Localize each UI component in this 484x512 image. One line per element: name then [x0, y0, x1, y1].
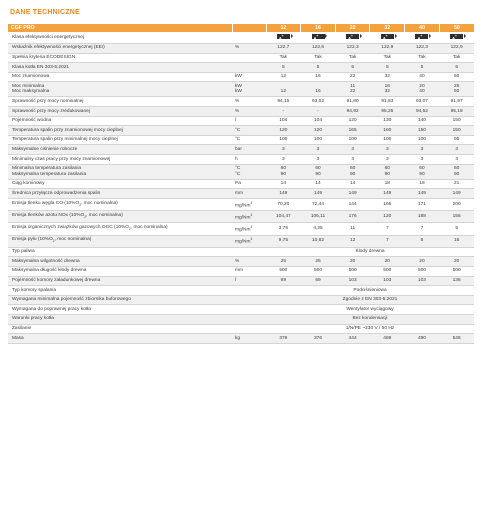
- header-unit: [232, 24, 266, 32]
- row-unit: [232, 305, 266, 315]
- row-value: 32: [370, 72, 405, 82]
- row-label: Sprawność przy mocy zredukowanej: [8, 107, 232, 117]
- row-value: 25: [301, 257, 336, 267]
- row-unit: °C: [232, 135, 266, 145]
- row-value: 3: [405, 155, 440, 165]
- row-value: 149: [266, 189, 301, 199]
- row-label: Typ paliwa: [8, 247, 232, 257]
- row-value: 500: [335, 266, 370, 276]
- table-row: [8, 135, 474, 145]
- row-value: 376: [301, 334, 336, 344]
- row-unit: [232, 32, 266, 43]
- row-unit: °C: [232, 126, 266, 136]
- row-value: 546: [439, 334, 474, 344]
- row-value: 106,11: [301, 211, 336, 223]
- energy-class-badge: A+: [381, 34, 394, 40]
- row-value: 22: [335, 72, 370, 82]
- row-value: 3: [301, 145, 336, 155]
- row-value: [301, 32, 336, 43]
- row-value: 95: [439, 135, 474, 145]
- row-label: Moc znamionowa: [8, 72, 232, 82]
- row-value: 3: [405, 145, 440, 155]
- table-row: [8, 126, 474, 136]
- row-value: 188: [405, 211, 440, 223]
- row-value: Tak: [370, 53, 405, 63]
- row-label: Masa: [8, 334, 232, 344]
- row-value: 104,47: [266, 211, 301, 223]
- row-value: 4,25: [301, 223, 336, 235]
- row-value: 3: [335, 145, 370, 155]
- row-value: 91,80: [335, 97, 370, 107]
- row-unit: [232, 314, 266, 324]
- row-value: 21: [439, 179, 474, 189]
- table-row: [8, 295, 474, 305]
- row-value-span: 1/N/PE ~230 V / 50 Hz: [266, 324, 474, 334]
- row-value: 120: [266, 126, 301, 136]
- row-value: 7: [370, 235, 405, 247]
- row-label: Sprawność przy mocy nominalnej: [8, 97, 232, 107]
- energy-class-badge: A+: [312, 34, 325, 40]
- table-row: [8, 247, 474, 257]
- row-value-span: Zgodnie z EN 303-5:2021: [266, 295, 474, 305]
- row-label: Warunki pracy kotła: [8, 314, 232, 324]
- row-unit: mg/Nm$^3$: [232, 199, 266, 211]
- row-value: 7: [405, 223, 440, 235]
- row-label: Wymagana do poprawnej pracy kotła: [8, 305, 232, 315]
- row-value: 165: [370, 199, 405, 211]
- row-value: 95,25: [370, 107, 405, 117]
- table-row: [8, 179, 474, 189]
- row-value: 3: [370, 145, 405, 155]
- row-value: 95,18: [439, 107, 474, 117]
- row-label: Typ komory spalania: [8, 286, 232, 296]
- row-value-span: Podciśnieniowa: [266, 286, 474, 296]
- row-value-span: Bez kondensacji: [266, 314, 474, 324]
- row-value: 120: [370, 211, 405, 223]
- row-value: Tak: [439, 53, 474, 63]
- row-label: Temperatura spalin przy minimalnej mocy cieplnej: [8, 135, 232, 145]
- row-value: 100: [266, 135, 301, 145]
- row-value: 94,92: [335, 107, 370, 117]
- table-row: [8, 223, 474, 235]
- row-value: 120: [301, 126, 336, 136]
- row-label: Wymagana minimalna pojemność zbiornika buforowego: [8, 295, 232, 305]
- row-value: 94,15: [266, 97, 301, 107]
- row-value: [335, 32, 370, 43]
- row-value: 136: [439, 276, 474, 286]
- table-row: [8, 305, 474, 315]
- table-row: [8, 72, 474, 82]
- row-value: 69: [266, 276, 301, 286]
- row-unit: [232, 247, 266, 257]
- row-unit: mm: [232, 189, 266, 199]
- row-value: 500: [301, 266, 336, 276]
- row-value: 11: [335, 223, 370, 235]
- row-value: 91,97: [439, 97, 474, 107]
- row-value: 3: [266, 145, 301, 155]
- table-row: [8, 145, 474, 155]
- row-value: 3: [439, 155, 474, 165]
- row-unit: mm: [232, 266, 266, 276]
- row-value: 93,07: [405, 97, 440, 107]
- row-unit: mg/Nm$^3$: [232, 235, 266, 247]
- row-value: [405, 32, 440, 43]
- row-value: Tak: [335, 53, 370, 63]
- table-row: [8, 266, 474, 276]
- row-value: 5: [370, 63, 405, 73]
- row-value: 100: [405, 135, 440, 145]
- table-row: [8, 199, 474, 211]
- row-value: 3: [439, 145, 474, 155]
- row-label: Pojemność komory załadunkowej drewna: [8, 276, 232, 286]
- row-value: 200: [439, 199, 474, 211]
- row-value: 376: [266, 334, 301, 344]
- row-value: 122,7: [266, 43, 301, 53]
- row-value: 91,83: [370, 97, 405, 107]
- row-value: 60 90: [405, 164, 440, 179]
- row-value: 171: [405, 199, 440, 211]
- row-unit: mg/Nm$^3$: [232, 223, 266, 235]
- row-label: Średnica przyłącza odprowadzenia spalin: [8, 189, 232, 199]
- row-label: Klasa efektywności energetycznej: [8, 32, 232, 43]
- header-col: 16: [301, 24, 336, 32]
- row-value: 104: [301, 116, 336, 126]
- row-value: 60 90: [266, 164, 301, 179]
- header-col: 40: [405, 24, 440, 32]
- row-value: 20: [370, 257, 405, 267]
- row-value: 149: [370, 189, 405, 199]
- row-value: 140: [405, 116, 440, 126]
- row-label: Temperatura spalin przy znamionowej mocy cieplnej: [8, 126, 232, 136]
- row-unit: Pa: [232, 179, 266, 189]
- row-label: Pojemność wodna: [8, 116, 232, 126]
- row-label: Maksymalna wilgotność drewna: [8, 257, 232, 267]
- row-value: 12: [335, 235, 370, 247]
- row-value: 93,02: [301, 97, 336, 107]
- row-value: 5: [335, 63, 370, 73]
- header-col: 50: [439, 24, 474, 32]
- row-value: 3: [335, 155, 370, 165]
- row-value: 12: [266, 82, 301, 97]
- table-row: [8, 211, 474, 223]
- row-value: 5: [405, 63, 440, 73]
- row-value: 40: [405, 72, 440, 82]
- row-value: [370, 32, 405, 43]
- row-value: 70,20: [266, 199, 301, 211]
- row-value: 11 22: [335, 82, 370, 97]
- row-unit: %: [232, 43, 266, 53]
- table-row: [8, 235, 474, 247]
- row-label: Moc minimalna Moc maksymalna: [8, 82, 232, 97]
- row-value: 469: [370, 334, 405, 344]
- row-label: Ciąg kominowy: [8, 179, 232, 189]
- row-value: 5: [439, 63, 474, 73]
- row-value: 156: [439, 211, 474, 223]
- row-label: Zasilanie: [8, 324, 232, 334]
- row-value: 149: [335, 189, 370, 199]
- row-value: 16 32: [370, 82, 405, 97]
- row-value: Tak: [405, 53, 440, 63]
- row-value: 25 50: [439, 82, 474, 97]
- row-value: Tak: [266, 53, 301, 63]
- row-value: 72,44: [301, 199, 336, 211]
- row-value: 14: [301, 179, 336, 189]
- row-unit: l: [232, 276, 266, 286]
- table-row: [8, 97, 474, 107]
- row-value: 500: [370, 266, 405, 276]
- row-value: 3: [370, 155, 405, 165]
- row-value: 16: [301, 82, 336, 97]
- row-value: 160: [370, 126, 405, 136]
- row-value: 104: [266, 116, 301, 126]
- row-unit: l: [232, 116, 266, 126]
- row-value: 20: [405, 257, 440, 267]
- header-model: CGF PRO: [8, 24, 232, 32]
- row-unit: kW kW: [232, 82, 266, 97]
- table-row: [8, 63, 474, 73]
- row-value: 20: [335, 257, 370, 267]
- table-body: [8, 32, 474, 343]
- header-col: 32: [370, 24, 405, 32]
- row-value: 5: [266, 63, 301, 73]
- table-row: [8, 164, 474, 179]
- row-value: Tak: [301, 53, 336, 63]
- row-unit: kW: [232, 72, 266, 82]
- row-value: 150: [439, 116, 474, 126]
- row-value: 25: [266, 257, 301, 267]
- row-label: Emisja tlenków azotu NOx ($10\%O_2$, moc nominalna): [8, 211, 232, 223]
- row-value: 122,3: [335, 43, 370, 53]
- row-value-span: Wentylator wyciągowy: [266, 305, 474, 315]
- row-value: -: [266, 107, 301, 117]
- row-value: 144: [335, 199, 370, 211]
- row-unit: [232, 295, 266, 305]
- row-unit: bar: [232, 145, 266, 155]
- row-value: 94,52: [405, 107, 440, 117]
- row-value: [439, 32, 474, 43]
- table-row: [8, 189, 474, 199]
- row-value: 150: [405, 126, 440, 136]
- row-value: 8: [405, 235, 440, 247]
- row-label: Emisja tlenku węgla CO ($10\%O_2$, moc nominalna): [8, 199, 232, 211]
- row-value: 3,75: [266, 223, 301, 235]
- row-value: 20 40: [405, 82, 440, 97]
- row-unit: %: [232, 107, 266, 117]
- row-value: 50: [439, 72, 474, 82]
- row-value: 5: [301, 63, 336, 73]
- row-value: 3: [301, 155, 336, 165]
- table-row: [8, 107, 474, 117]
- table-row: [8, 257, 474, 267]
- row-value: 490: [405, 334, 440, 344]
- row-value: 100: [370, 135, 405, 145]
- row-value: 9,75: [266, 235, 301, 247]
- row-unit: kg: [232, 334, 266, 344]
- row-value: 16: [301, 72, 336, 82]
- row-value: 18: [370, 179, 405, 189]
- row-label: Minimalny czas pracy przy mocy znamionowej: [8, 155, 232, 165]
- row-value: 18: [405, 179, 440, 189]
- row-value: 14: [335, 179, 370, 189]
- row-value: 7: [370, 223, 405, 235]
- row-value: 149: [301, 189, 336, 199]
- row-value: 3: [266, 155, 301, 165]
- row-value: 100: [301, 135, 336, 145]
- row-unit: [232, 324, 266, 334]
- row-value: 150: [439, 126, 474, 136]
- row-value: 60 90: [439, 164, 474, 179]
- row-value: 122,9: [370, 43, 405, 53]
- row-unit: [232, 286, 266, 296]
- row-value: 500: [439, 266, 474, 276]
- row-label: Spełnia kryteria ECODESIGN: [8, 53, 232, 63]
- energy-class-badge: A+: [346, 34, 359, 40]
- row-label: Maksymalna długość kłody drewna: [8, 266, 232, 276]
- table-row: [8, 324, 474, 334]
- table-row: [8, 43, 474, 53]
- row-label: Minimalna temperatura zasilania Maksymalna temperatura zasilania: [8, 164, 232, 179]
- row-label: Klasa kotła EN 303-5:2021: [8, 63, 232, 73]
- row-unit: [232, 63, 266, 73]
- table-header: [8, 24, 474, 32]
- row-value: [266, 32, 301, 43]
- table-row: [8, 276, 474, 286]
- table-row: [8, 116, 474, 126]
- table-row: [8, 82, 474, 97]
- row-value: 165: [335, 126, 370, 136]
- row-value: 500: [405, 266, 440, 276]
- row-value: 16: [439, 235, 474, 247]
- row-label: Emisja pyłu ($10\%O_2$, moc nominalna): [8, 235, 232, 247]
- table-row: [8, 334, 474, 344]
- row-value: 103: [405, 276, 440, 286]
- row-value: 60 90: [335, 164, 370, 179]
- row-value: 20: [439, 257, 474, 267]
- row-value: 444: [335, 334, 370, 344]
- row-value: 176: [335, 211, 370, 223]
- row-value: 130: [370, 116, 405, 126]
- row-value: 103: [370, 276, 405, 286]
- table-row: [8, 155, 474, 165]
- row-value: 69: [301, 276, 336, 286]
- row-unit: °C °C: [232, 164, 266, 179]
- row-value: 149: [439, 189, 474, 199]
- row-label: Emisja organicznych związków gazowych OGC ($10\%O_2$, moc nominalna): [8, 223, 232, 235]
- row-value: 149: [405, 189, 440, 199]
- table-row: [8, 53, 474, 63]
- spec-table: [8, 24, 474, 344]
- row-value: 10,62: [301, 235, 336, 247]
- row-unit: %: [232, 97, 266, 107]
- energy-class-badge: A+: [415, 34, 428, 40]
- section-title: DANE TECHNICZNE: [10, 9, 80, 16]
- row-value: 5: [439, 223, 474, 235]
- row-value: 122,3: [405, 43, 440, 53]
- header-col: 12: [266, 24, 301, 32]
- energy-class-badge: A+: [277, 34, 290, 40]
- table-row: [8, 314, 474, 324]
- table-row: [8, 286, 474, 296]
- table-row: [8, 32, 474, 43]
- row-value: 14: [266, 179, 301, 189]
- row-value: 60 90: [370, 164, 405, 179]
- row-value: 120: [335, 116, 370, 126]
- row-unit: mg/Nm$^3$: [232, 211, 266, 223]
- row-value-span: Kłody drewna: [266, 247, 474, 257]
- row-value: 122,9: [439, 43, 474, 53]
- row-value: 60 90: [301, 164, 336, 179]
- row-label: Maksymalne ciśnienie robocze: [8, 145, 232, 155]
- row-label: Wskaźnik efektywności energetycznej (EEI): [8, 43, 232, 53]
- row-unit: %: [232, 257, 266, 267]
- row-value: 12: [266, 72, 301, 82]
- row-value: 500: [266, 266, 301, 276]
- row-unit: h: [232, 155, 266, 165]
- row-value: -: [301, 107, 336, 117]
- row-value: 122,6: [301, 43, 336, 53]
- header-col: 22: [335, 24, 370, 32]
- energy-class-badge: A+: [450, 34, 463, 40]
- row-value: 103: [335, 276, 370, 286]
- row-value: 100: [335, 135, 370, 145]
- row-unit: [232, 53, 266, 63]
